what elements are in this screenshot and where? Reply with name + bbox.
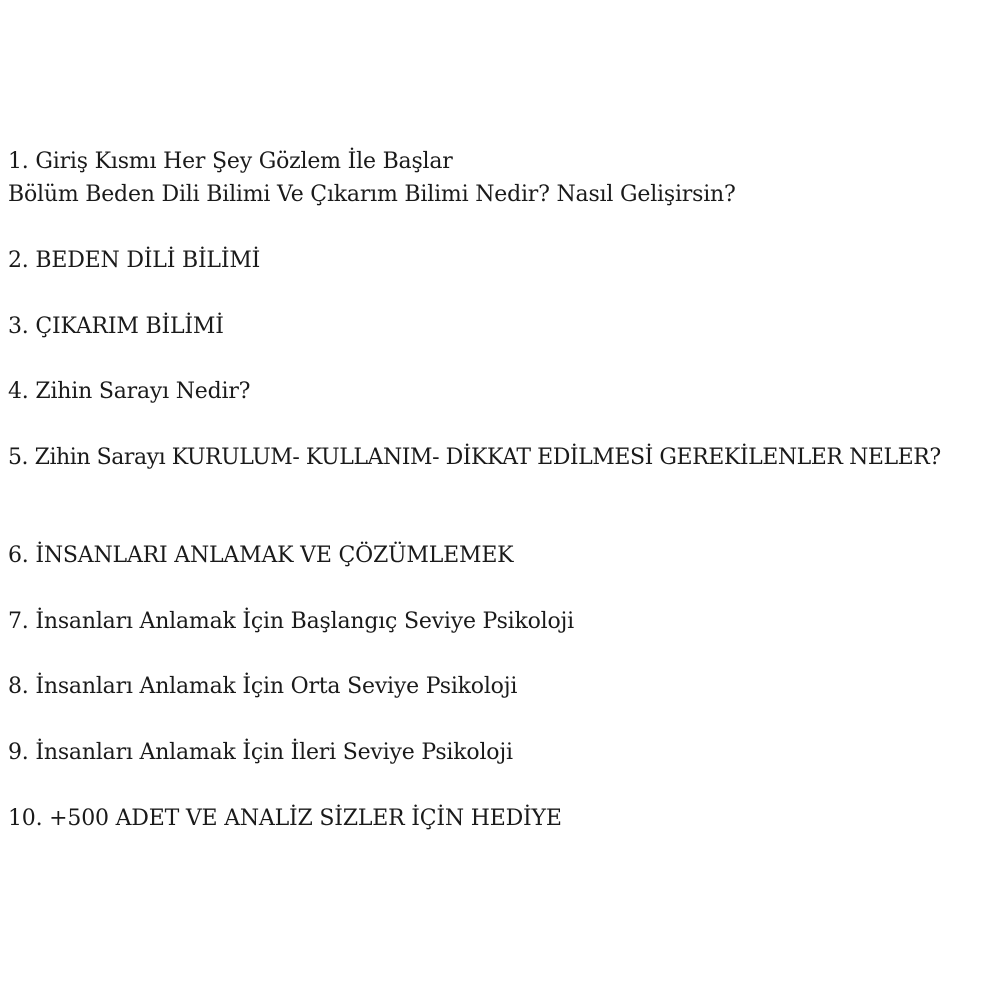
toc-item-1-title: 1. Giriş Kısmı Her Şey Gözlem İle Başlar [8, 149, 453, 174]
toc-item-8: 8. İnsanları Anlamak İçin Orta Seviye Psikoloji [8, 674, 518, 699]
toc-item-5: 5. Zihin Sarayı KURULUM- KULLANIM- DİKKAT EDİLMESİ GEREKİLENLER NELER? [8, 445, 941, 470]
toc-item-1-subtitle: Bölüm Beden Dili Bilimi Ve Çıkarım Bilimi Nedir? Nasıl Gelişirsin? [8, 182, 736, 207]
toc-item-9: 9. İnsanları Anlamak İçin İleri Seviye Psikoloji [8, 740, 513, 765]
toc-item-6: 6. İNSANLARI ANLAMAK VE ÇÖZÜMLEMEK [8, 543, 514, 568]
toc-item-7: 7. İnsanları Anlamak İçin Başlangıç Seviye Psikoloji [8, 609, 575, 634]
toc-item-2: 2. BEDEN DİLİ BİLİMİ [8, 248, 261, 273]
toc-item-4: 4. Zihin Sarayı Nedir? [8, 379, 251, 404]
toc-item-10: 10. +500 ADET VE ANALİZ SİZLER İÇİN HEDİYE [8, 806, 562, 831]
toc-item-3: 3. ÇIKARIM BİLİMİ [8, 314, 224, 339]
